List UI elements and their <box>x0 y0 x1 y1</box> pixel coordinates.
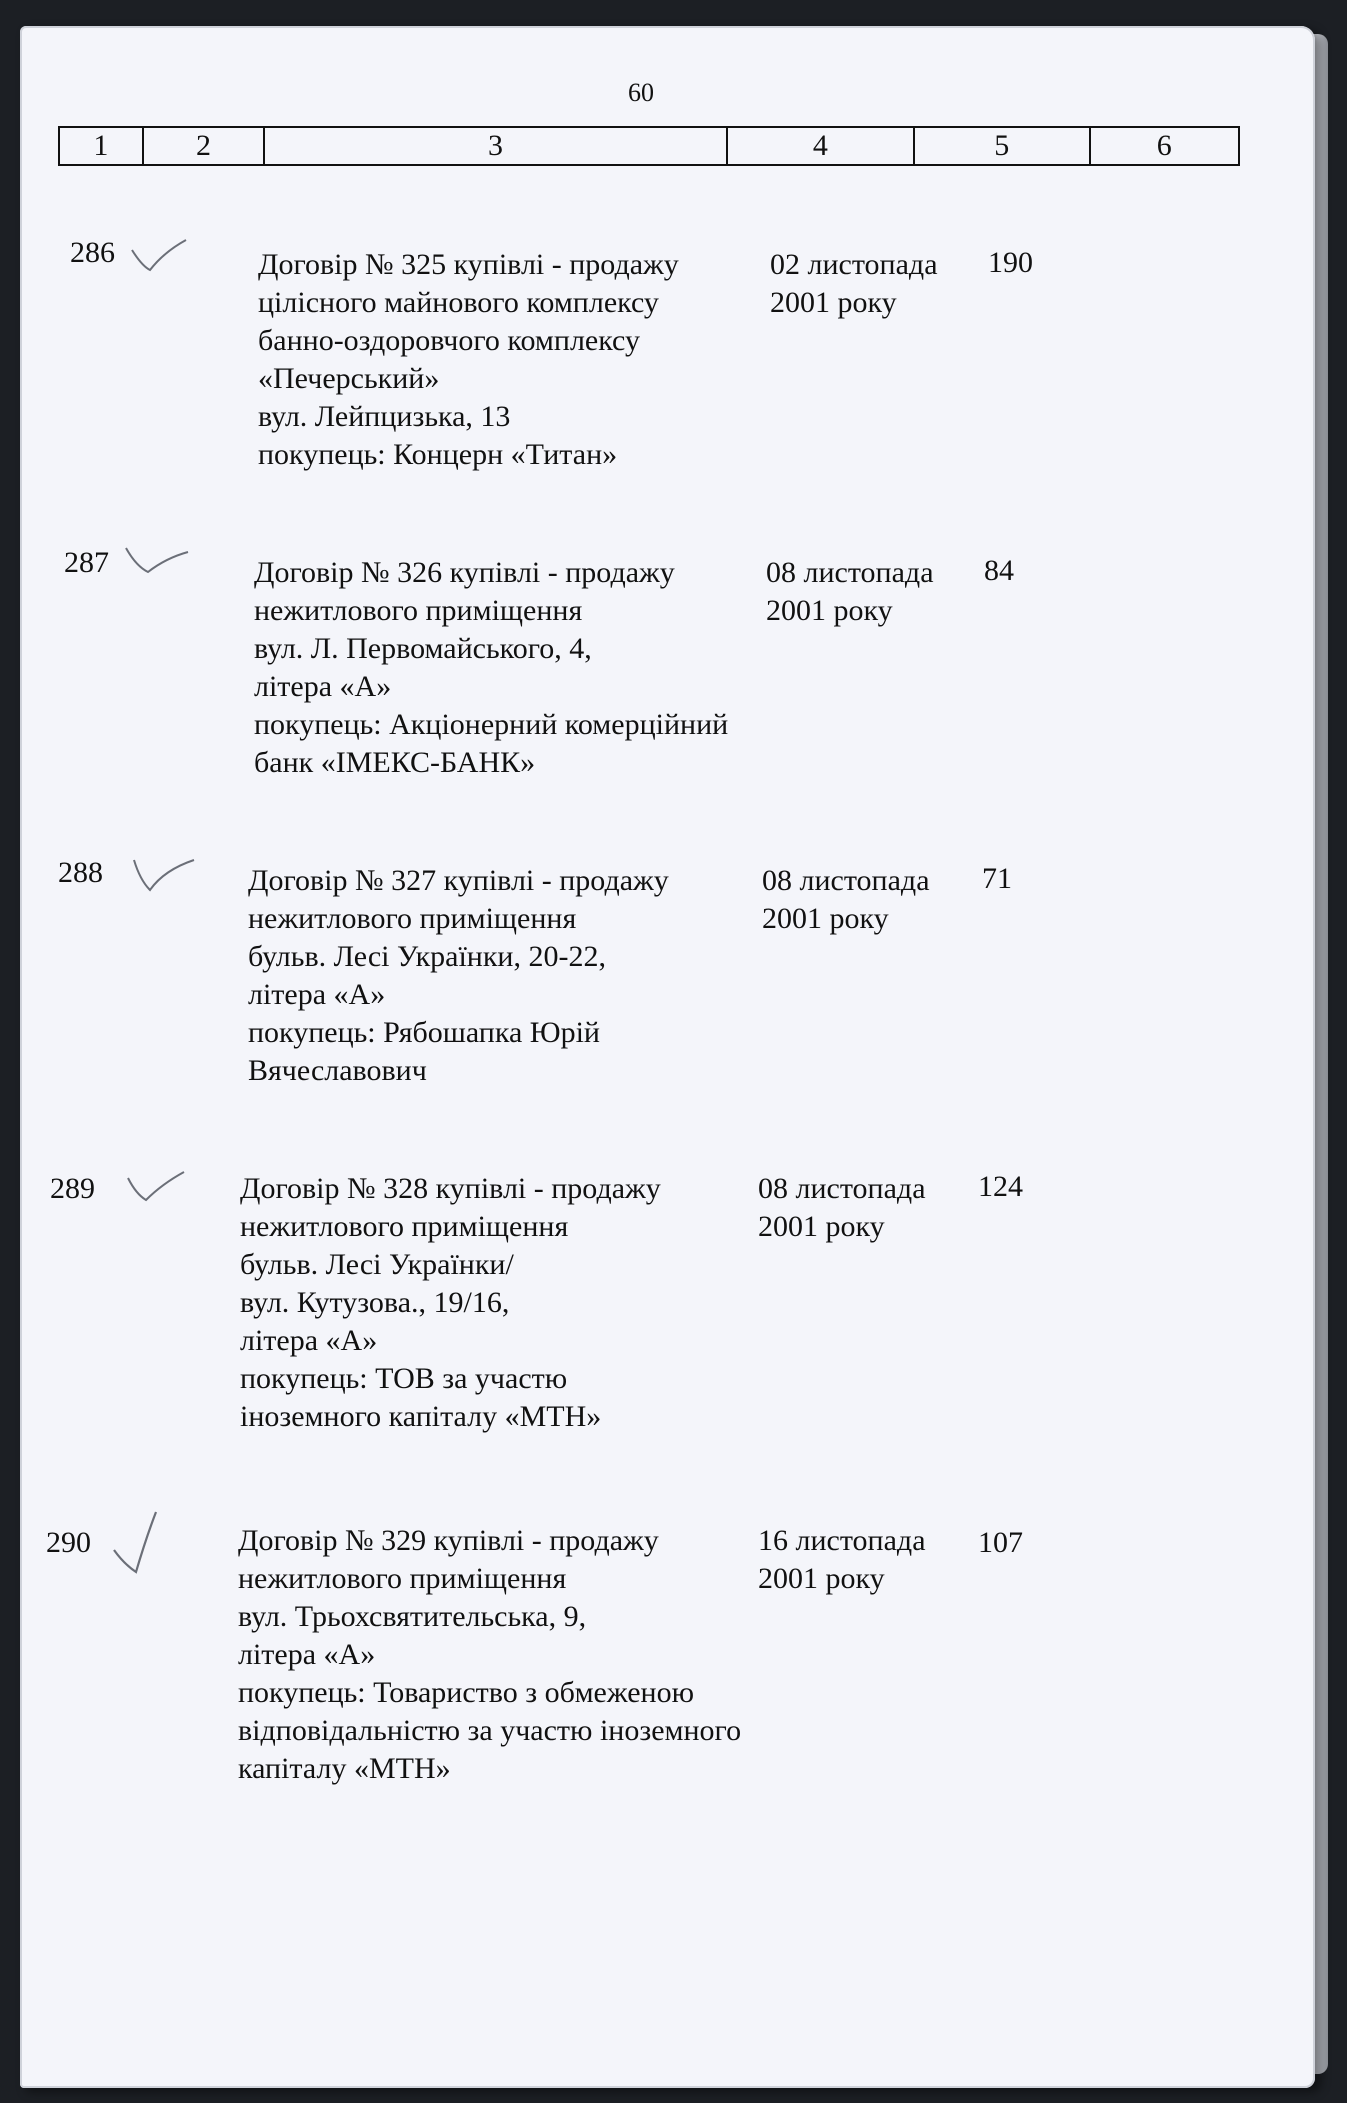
entry-date <box>758 1522 926 1598</box>
entry-number: 289 <box>50 1172 95 1205</box>
date-line: 16 листопада <box>758 1524 926 1557</box>
entry-description <box>248 862 669 1090</box>
description-line: покупець: Концерн «Титан» <box>258 438 618 471</box>
description-line: літера «А» <box>254 670 392 703</box>
description-line: літера «А» <box>238 1638 376 1671</box>
description-line: покупець: Товариство з обмеженою <box>238 1676 694 1709</box>
date-line: 2001 року <box>758 1210 885 1243</box>
entry-description <box>254 554 728 782</box>
entry-pages: 84 <box>984 554 1014 587</box>
description-line: нежитлового приміщення <box>238 1562 567 1595</box>
date-line: 08 листопада <box>758 1172 926 1205</box>
date-line: 08 листопада <box>766 556 934 589</box>
date-line: 08 листопада <box>762 864 930 897</box>
column-header-4: 4 <box>728 128 915 164</box>
description-line: нежитлового приміщення <box>254 594 583 627</box>
date-line: 2001 року <box>758 1562 885 1595</box>
entry-number: 290 <box>46 1526 91 1559</box>
description-line: банно-оздоровчого комплексу <box>258 324 640 357</box>
entry-date <box>766 554 934 630</box>
description-line: бульв. Лесі Українки/ <box>240 1248 514 1281</box>
description-line: літера «А» <box>248 978 386 1011</box>
description-line: Договір № 326 купівлі - продажу <box>254 556 675 589</box>
description-line: Договір № 325 купівлі - продажу <box>258 248 679 281</box>
entry-pages: 71 <box>982 862 1012 895</box>
description-line: банк «ІМЕКС-БАНК» <box>254 746 536 779</box>
entry-number: 288 <box>58 856 103 889</box>
entry-pages: 107 <box>978 1526 1023 1559</box>
description-line: вул. Кутузова., 19/16, <box>240 1286 510 1319</box>
date-line: 2001 року <box>766 594 893 627</box>
entry-description <box>240 1170 661 1436</box>
checkmark-icon <box>110 1508 166 1578</box>
checkmark-icon <box>128 236 190 276</box>
entry-number: 286 <box>70 236 115 269</box>
description-line: іноземного капіталу «МТН» <box>240 1400 602 1433</box>
description-line: «Печерський» <box>258 362 440 395</box>
column-header-5: 5 <box>915 128 1090 164</box>
description-line: покупець: Акціонерний комерційний <box>254 708 729 741</box>
column-header-row <box>58 126 1240 166</box>
description-line: нежитлового приміщення <box>240 1210 569 1243</box>
entry-description <box>238 1522 741 1788</box>
checkmark-icon <box>122 542 192 582</box>
entry-date <box>758 1170 926 1246</box>
description-line: покупець: Рябошапка Юрій <box>248 1016 600 1049</box>
entry-number: 287 <box>64 546 109 579</box>
column-header-6: 6 <box>1156 129 1172 162</box>
description-line: Договір № 328 купівлі - продажу <box>240 1172 661 1205</box>
description-line: літера «А» <box>240 1324 378 1357</box>
entry-pages: 190 <box>988 246 1033 279</box>
date-line: 2001 року <box>770 286 897 319</box>
entry-description <box>258 246 679 474</box>
page-number: 60 <box>628 78 654 107</box>
description-line: нежитлового приміщення <box>248 902 577 935</box>
description-line: Вячеславович <box>248 1054 427 1087</box>
description-line: цілісного майнового комплексу <box>258 286 659 319</box>
entry-date <box>762 862 930 938</box>
entry-pages: 124 <box>978 1170 1023 1203</box>
description-line: вул. Лейпцизька, 13 <box>258 400 511 433</box>
description-line: відповідальністю за участю іноземного <box>238 1714 742 1747</box>
description-line: капіталу «МТН» <box>238 1752 451 1785</box>
description-line: Договір № 329 купівлі - продажу <box>238 1524 659 1557</box>
column-header-3: 3 <box>265 128 727 164</box>
description-line: покупець: ТОВ за участю <box>240 1362 568 1395</box>
description-line: вул. Л. Первомайського, 4, <box>254 632 592 665</box>
checkmark-icon <box>130 854 198 898</box>
entry-date <box>770 246 938 322</box>
checkmark-icon <box>124 1168 188 1208</box>
description-line: бульв. Лесі Українки, 20-22, <box>248 940 606 973</box>
column-header-2: 2 <box>144 128 266 164</box>
date-line: 02 листопада <box>770 248 938 281</box>
column-header-1: 1 <box>60 128 144 164</box>
date-line: 2001 року <box>762 902 889 935</box>
description-line: Договір № 327 купівлі - продажу <box>248 864 669 897</box>
description-line: вул. Трьохсвятительська, 9, <box>238 1600 587 1633</box>
